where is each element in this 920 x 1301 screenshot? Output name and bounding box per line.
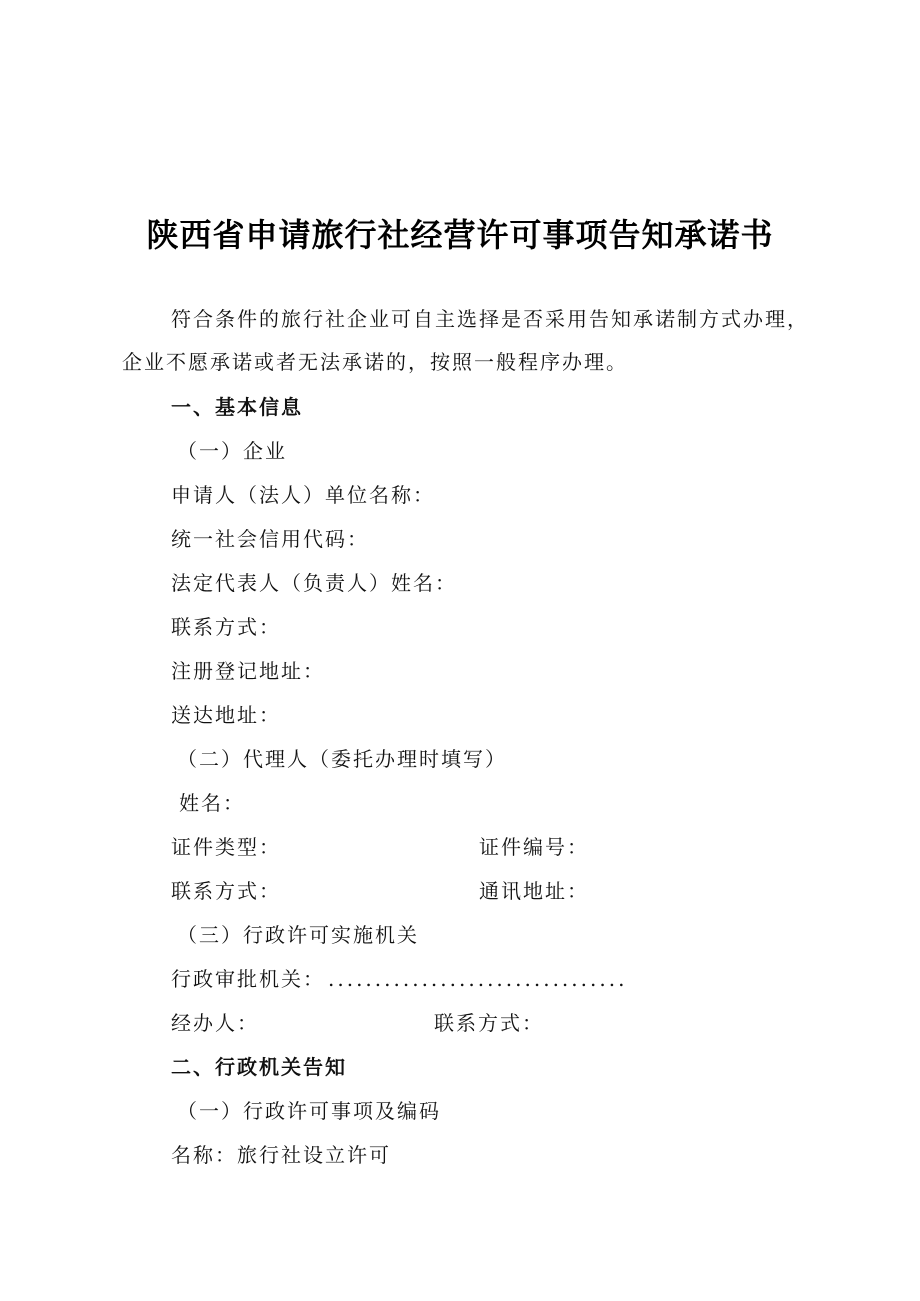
authority-heading: （三）行政许可实施机关 <box>177 923 419 947</box>
delivery-address-label: 送达地址： <box>171 703 281 727</box>
handler-contact-label: 联系方式： <box>434 1011 544 1035</box>
enterprise-heading: （一）企业 <box>177 439 287 463</box>
agent-contact-label: 联系方式： <box>171 879 281 903</box>
mail-address-label: 通讯地址： <box>479 879 589 903</box>
section2-heading: 二、行政机关告知 <box>171 1055 347 1079</box>
enterprise-contact-label: 联系方式： <box>171 615 281 639</box>
approval-authority-dots: ................................ <box>328 967 628 991</box>
intro-line-2: 企业不愿承诺或者无法承诺的，按照一般程序办理。 <box>122 350 628 374</box>
id-type-label: 证件类型： <box>171 835 281 859</box>
approval-authority-label: 行政审批机关： <box>171 967 325 991</box>
applicant-name-label: 申请人（法人）单位名称： <box>171 483 435 507</box>
reg-address-label: 注册登记地址： <box>171 659 325 683</box>
intro-line-1: 符合条件的旅行社企业可自主选择是否采用告知承诺制方式办理， <box>171 307 809 331</box>
id-number-label: 证件编号： <box>479 835 589 859</box>
agent-name-label: 姓名： <box>179 791 245 815</box>
section1-heading: 一、基本信息 <box>171 395 303 419</box>
agent-heading: （二）代理人（委托办理时填写） <box>177 747 507 771</box>
permit-item-heading: （一）行政许可事项及编码 <box>177 1099 441 1123</box>
document-title: 陕西省申请旅行社经营许可事项告知承诺书 <box>146 216 774 254</box>
legal-rep-label: 法定代表人（负责人）姓名： <box>171 571 457 595</box>
handler-label: 经办人： <box>171 1011 259 1035</box>
credit-code-label: 统一社会信用代码： <box>171 527 369 551</box>
permit-name-line: 名称：旅行社设立许可 <box>171 1143 391 1167</box>
